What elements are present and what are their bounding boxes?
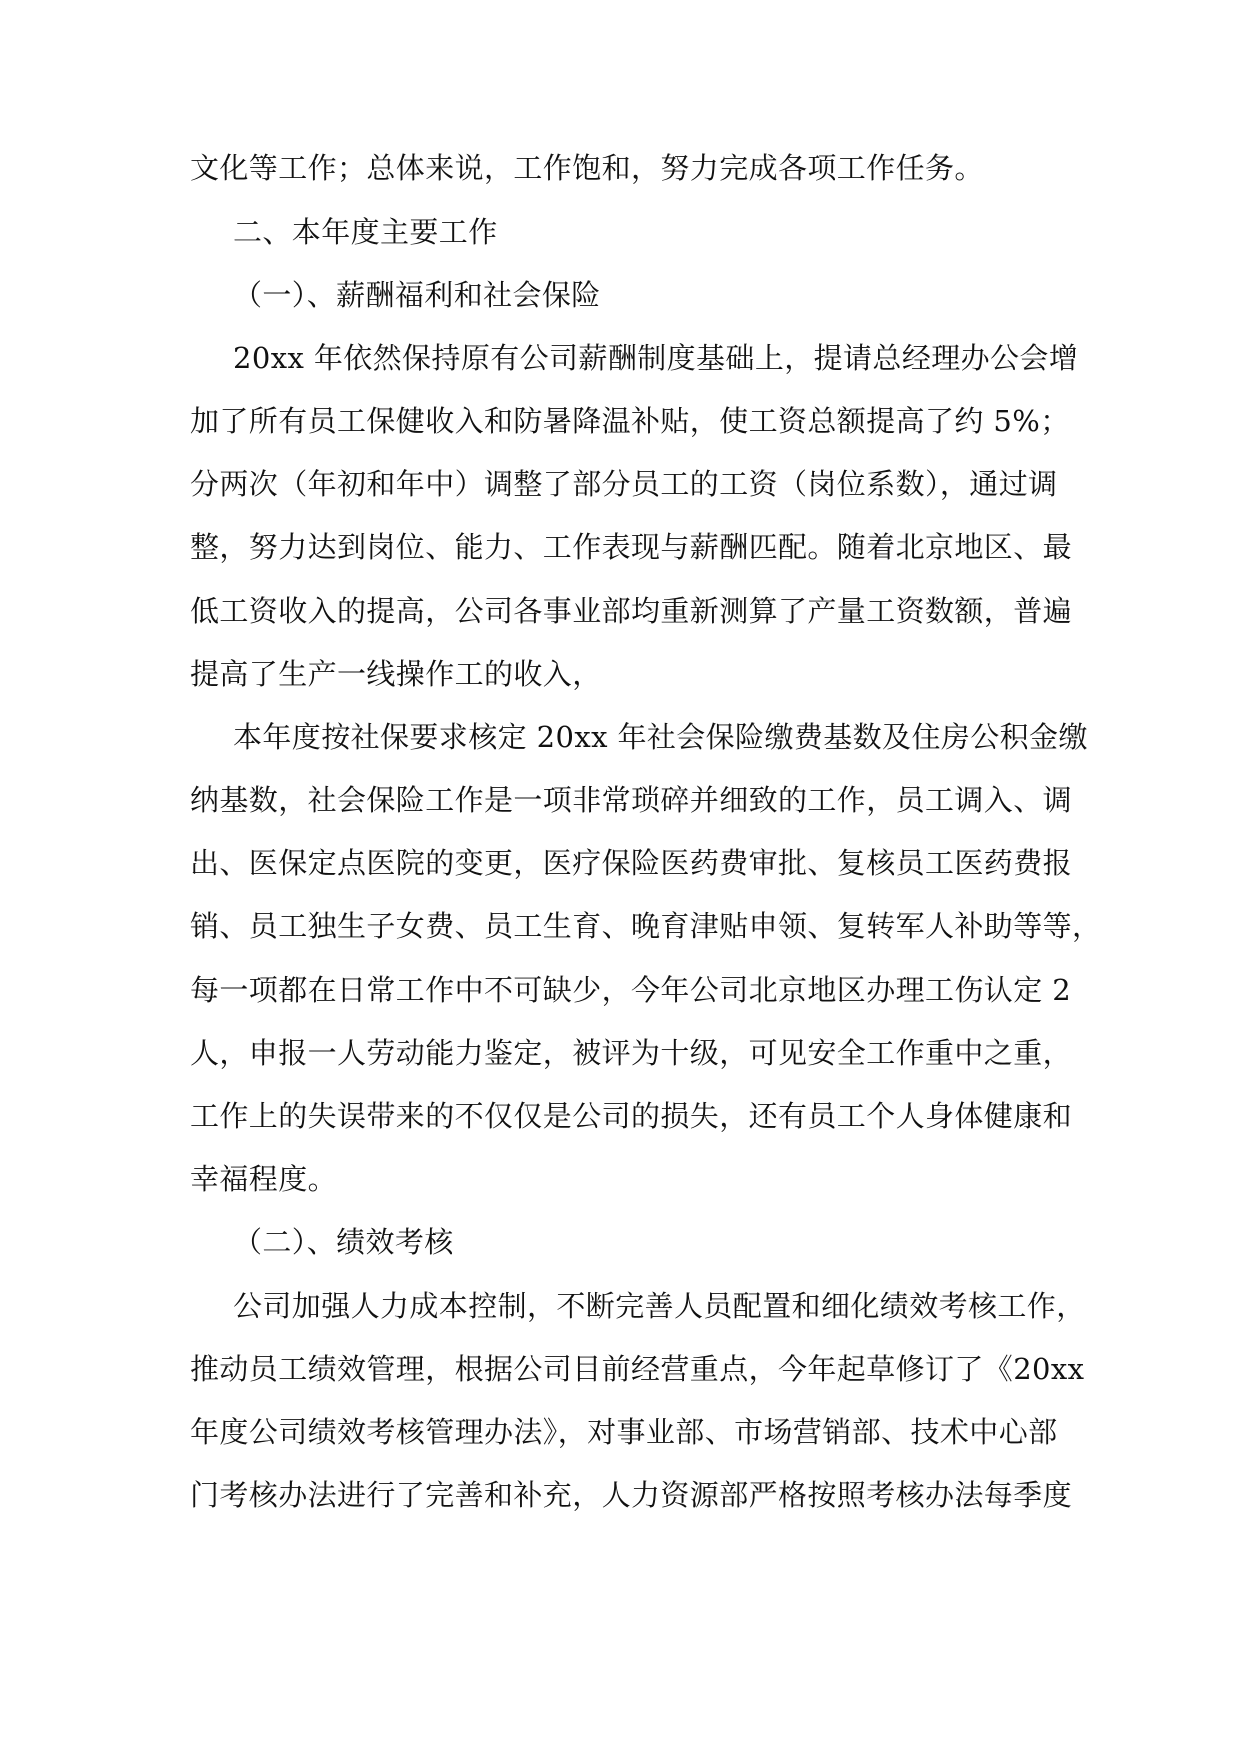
text-line: 加了所有员工保健收入和防暑降温补贴，使工资总额提高了约 5%； bbox=[190, 404, 1070, 438]
text-line: 每一项都在日常工作中不可缺少，今年公司北京地区办理工伤认定 2 bbox=[190, 973, 1072, 1007]
text-line: 文化等工作；总体来说，工作饱和，努力完成各项工作任务。 bbox=[190, 151, 984, 185]
text-line: 门考核办法进行了完善和补充，人力资源部严格按照考核办法每季度 bbox=[190, 1478, 1073, 1512]
text-line: 工作上的失误带来的不仅仅是公司的损失，还有员工个人身体健康和 bbox=[190, 1099, 1073, 1133]
text-line: 出、医保定点医院的变更，医疗保险医药费审批、复核员工医药费报 bbox=[190, 846, 1073, 880]
text-line: 公司加强人力成本控制，不断完善人员配置和细化绩效考核工作， bbox=[233, 1289, 1086, 1323]
text-line: 低工资收入的提高，公司各事业部均重新测算了产量工资数额，普遍 bbox=[190, 594, 1073, 628]
text-line: 幸福程度。 bbox=[190, 1162, 338, 1196]
subsection-heading: （一）、薪酬福利和社会保险 bbox=[233, 278, 601, 312]
text-line: 分两次（年初和年中）调整了部分员工的工资（岗位系数），通过调 bbox=[190, 467, 1058, 501]
text-line: 人，申报一人劳动能力鉴定，被评为十级，可见安全工作重中之重， bbox=[190, 1036, 1073, 1070]
section-heading: 二、本年度主要工作 bbox=[233, 215, 498, 249]
text-line: 销、员工独生子女费、员工生育、晚育津贴申领、复转军人补助等等， bbox=[190, 909, 1102, 943]
text-line: 20xx 年依然保持原有公司薪酬制度基础上，提请总经理办公会增 bbox=[233, 341, 1079, 375]
text-line: 推动员工绩效管理，根据公司目前经营重点，今年起草修订了《20xx bbox=[190, 1352, 1085, 1386]
text-line: 整，努力达到岗位、能力、工作表现与薪酬匹配。随着北京地区、最 bbox=[190, 530, 1073, 564]
subsection-heading: （二）、绩效考核 bbox=[233, 1225, 454, 1259]
text-line: 纳基数，社会保险工作是一项非常琐碎并细致的工作，员工调入、调 bbox=[190, 783, 1073, 817]
text-line: 提高了生产一线操作工的收入， bbox=[190, 657, 602, 691]
text-line: 本年度按社保要求核定 20xx 年社会保险缴费基数及住房公积金缴 bbox=[233, 720, 1088, 754]
text-line: 年度公司绩效考核管理办法》，对事业部、市场营销部、技术中心部 bbox=[190, 1415, 1058, 1449]
